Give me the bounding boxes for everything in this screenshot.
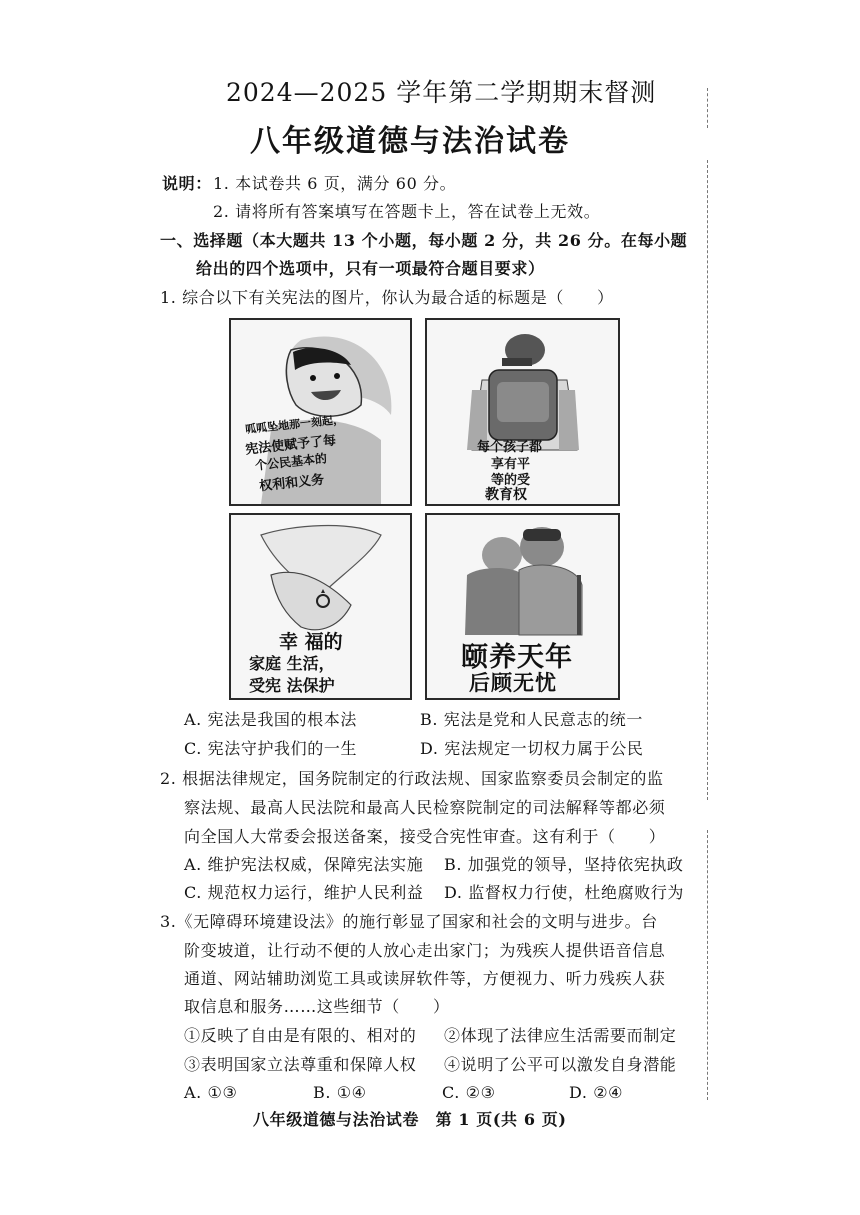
q3-statement-2: ②体现了法律应生活需要而制定 [444, 1026, 677, 1045]
q1-picture-hands-ring [229, 513, 412, 700]
exam-subject-title: 八年级道德与法治试卷 [250, 124, 570, 159]
notes-item-1: 1. 本试卷共 6 页，满分 60 分。 [213, 174, 457, 193]
q3-statement-1: ①反映了自由是有限的、相对的 [184, 1026, 417, 1045]
q1-picture-schoolchild-caption-2: 享有平 [491, 457, 531, 472]
q3-option-d: D. ②④ [569, 1083, 624, 1102]
q1-picture-newborn [229, 318, 412, 506]
notes-label: 说明： [162, 174, 212, 193]
q1-picture-schoolchild-caption-1: 每个孩子都 [477, 440, 543, 455]
q2-option-b: B. 加强党的领导，坚持依宪执政 [444, 855, 684, 874]
page-footer: 八年级道德与法治试卷 第 1 页(共 6 页) [253, 1110, 567, 1129]
q1-picture-elderly-couple [425, 513, 620, 700]
q1-option-c: C. 宪法守护我们的一生 [184, 739, 358, 758]
q1-picture-newborn-caption-4: 权利和义务 [258, 472, 325, 495]
section-heading-line-2: 给出的四个选项中，只有一项最符合题目要求） [196, 259, 545, 278]
q1-picture-schoolchild-caption-4: 教育权 [485, 487, 527, 503]
section-heading-line-1: 一、选择题（本大题共 13 个小题，每小题 2 分，共 26 分。在每小题 [160, 231, 688, 250]
q1-picture-elderly-couple-caption-1: 颐养天年 [461, 642, 573, 673]
q1-option-d: D. 宪法规定一切权力属于公民 [420, 739, 644, 758]
q1-option-a: A. 宪法是我国的根本法 [184, 710, 357, 729]
notes-item-2: 2. 请将所有答案填写在答题卡上，答在试卷上无效。 [213, 202, 601, 221]
q3-statement-4: ④说明了公平可以激发自身潜能 [444, 1055, 677, 1074]
margin-rule-middle [707, 160, 708, 800]
q3-stem-line-3: 通道、网站辅助浏览工具或读屏软件等，方便视力、听力残疾人获 [184, 969, 666, 988]
q3-option-a: A. ①③ [184, 1083, 238, 1102]
q1-picture-newborn-caption-1: 呱呱坠地那一刻起， [244, 412, 345, 437]
margin-rule-bottom [707, 830, 708, 1100]
q3-statement-3: ③表明国家立法尊重和保障人权 [184, 1055, 417, 1074]
q1-picture-hands-ring-caption-1: 幸 福的 [279, 631, 343, 653]
q1-stem: 1. 综合以下有关宪法的图片，你认为最合适的标题是（ ） [160, 288, 614, 307]
q1-picture-newborn-caption-2: 宪法使赋予了每 [244, 433, 337, 458]
q3-option-b: B. ①④ [313, 1083, 367, 1102]
q1-picture-elderly-couple-caption-2: 后顾无忧 [469, 671, 557, 695]
q1-picture-schoolchild [425, 318, 620, 506]
q1-option-b: B. 宪法是党和人民意志的统一 [420, 710, 643, 729]
q3-stem-line-4: 取信息和服务……这些细节（ ） [184, 997, 450, 1016]
q1-picture-hands-ring-caption-3: 受宪 法保护 [249, 676, 335, 695]
q3-option-c: C. ②③ [442, 1083, 496, 1102]
q2-stem-line-2: 察法规、最高人民法院和最高人民检察院制定的司法解释等都必须 [184, 798, 666, 817]
q2-option-c: C. 规范权力运行，维护人民利益 [184, 883, 424, 902]
q1-picture-schoolchild-caption-3: 等的受 [491, 473, 531, 488]
exam-term-title: 2024—2025 学年第二学期期末督测 [226, 78, 657, 107]
q2-option-d: D. 监督权力行使，杜绝腐败行为 [444, 883, 685, 902]
q1-picture-hands-ring-caption-2: 家庭 生活， [249, 654, 335, 673]
q3-stem-line-2: 阶变坡道，让行动不便的人放心走出家门；为残疾人提供语音信息 [184, 941, 666, 960]
q2-option-a: A. 维护宪法权威，保障宪法实施 [184, 855, 424, 874]
q2-stem-line-1: 2. 根据法律规定，国务院制定的行政法规、国家监察委员会制定的监 [160, 769, 664, 788]
margin-rule-top [707, 88, 708, 128]
q3-stem-line-1: 3.《无障碍环境建设法》的施行彰显了国家和社会的文明与进步。台 [160, 912, 658, 931]
q1-picture-newborn-caption-3: 个公民基本的 [254, 451, 328, 473]
q2-stem-line-3: 向全国人大常委会报送备案，接受合宪性审查。这有利于（ ） [184, 827, 666, 846]
